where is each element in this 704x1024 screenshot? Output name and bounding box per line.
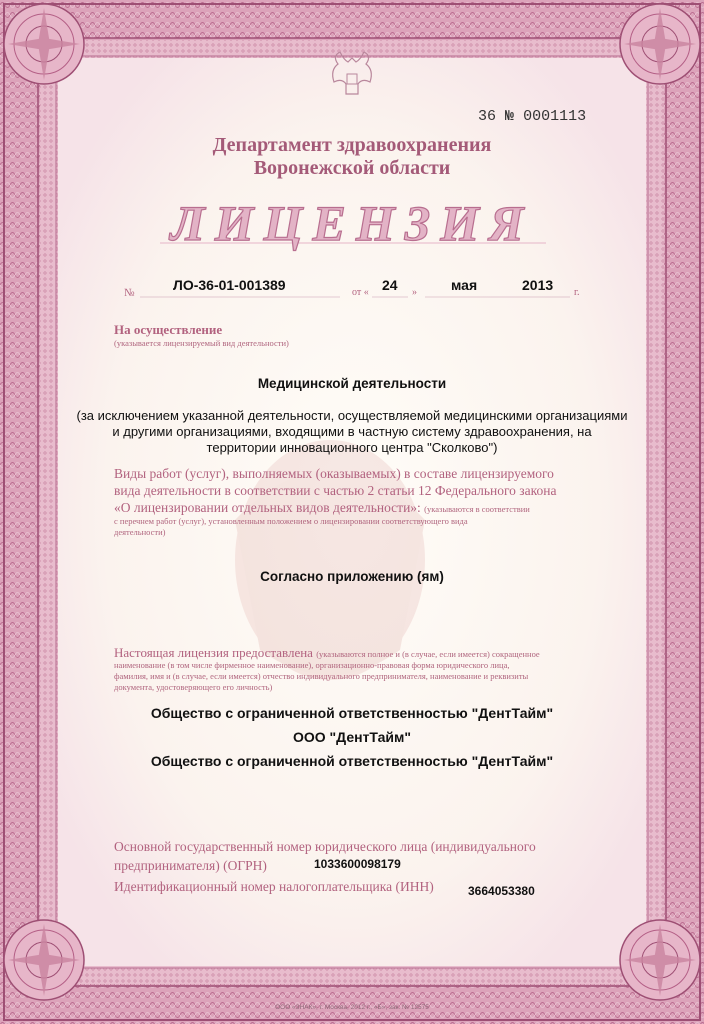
ogrn-label: Основной государственный номер юридического лица (индивидуального предпринимателя) (ОГРН) — [114, 839, 536, 873]
license-month: мая — [451, 277, 478, 293]
licensee-short-name: ООО "ДентТайм" — [292, 729, 412, 745]
rosette-ornament-bottom-left — [4, 920, 84, 1000]
activity-value: Медицинской деятельности — [257, 376, 447, 391]
activity-label: На осуществление — [114, 322, 223, 337]
licensee-hint: наименование (в том числе фирменное наименование), организационно-правовая форма юридического лица, фамилия, имя и (в случае, если имеется) отчество индивидуального предпринимателя, наименование и реквизиты документа, удостоверяющего его личность) — [114, 660, 529, 692]
license-day: 24 — [382, 277, 398, 293]
serial-number: 36 № 0001113 — [478, 108, 587, 125]
inn-value: 3664053380 — [468, 884, 535, 898]
issuer-name: Департамент здравоохранения Воронежской области — [212, 134, 492, 179]
date-close-quote: » — [412, 287, 417, 298]
license-year: 2013 — [522, 277, 554, 293]
rosette-ornament-top-right — [620, 4, 700, 84]
works-hint: с перечнем работ (услуг), установленным положением о лицензировании соответствующего вида деятельности) — [114, 516, 468, 537]
activity-hint: (указывается лицензируемый вид деятельности) — [114, 338, 289, 348]
works-value: Согласно приложению (ям) — [260, 569, 444, 584]
rosette-ornament-top-left — [4, 4, 84, 84]
works-label: Виды работ (услуг), выполняемых (оказываемых) в составе лицензируемого вида деятельности в соответствии с частью 2 статьи 12 Федерального закона «О лицензировании отдельных видов деятельности»: (указываются в соответствии — [114, 466, 557, 515]
license-number: ЛО-36-01-001389 — [173, 277, 286, 293]
activity-exclusion: (за исключением указанной деятельности, осуществляемой медицинскими организациями и другими организациями, входящими в частную систему здравоохранения, на территории инновационного центра "Сколково") — [76, 408, 628, 455]
document-title: ЛИЦЕНЗИЯ — [170, 195, 534, 251]
date-from-label: от « — [352, 287, 369, 298]
inn-label: Идентификационный номер налогоплательщика (ИНН) — [114, 879, 434, 894]
printer-imprint: ООО «ЗНАК», г. Москва, 2012 г., «Б», зак. № 12575 — [275, 1004, 429, 1011]
rosette-ornament-bottom-right — [620, 920, 700, 1000]
number-label: № — [124, 287, 135, 299]
ogrn-value: 1033600098179 — [314, 857, 401, 871]
licensee-brand-name: Общество с ограниченной ответственностью "ДентТайм" — [150, 753, 554, 769]
licensee-intro: Настоящая лицензия предоставлена (указываются полное и (в случае, если имеется) сокращенное — [114, 645, 540, 660]
licensee-full-name: Общество с ограниченной ответственностью "ДентТайм" — [150, 705, 554, 721]
year-suffix: г. — [574, 287, 580, 298]
